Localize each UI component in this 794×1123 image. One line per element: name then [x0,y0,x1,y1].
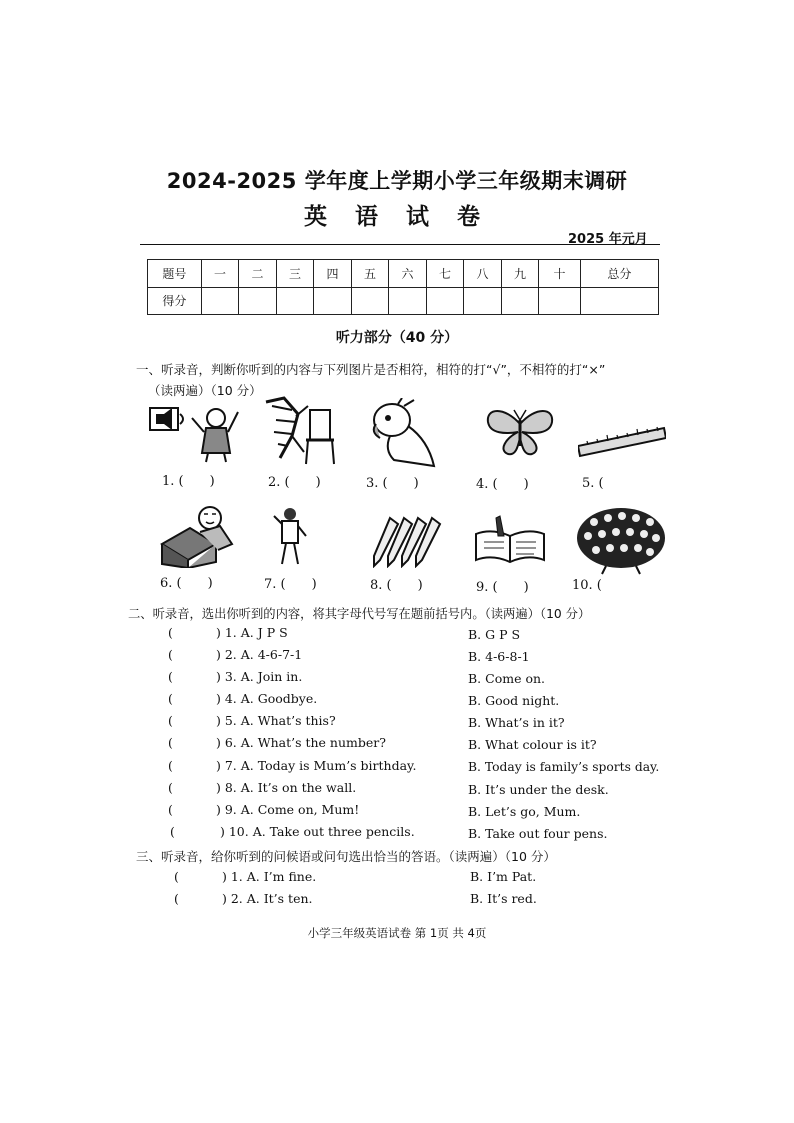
option-a: ) 8. A. It’s on the wall. [216,780,357,795]
option-b: B. What colour is it? [468,737,597,752]
answer-blank[interactable]: ( [168,802,173,817]
option-b: B. It’s under the desk. [468,782,609,797]
answer-blank[interactable]: ( [168,647,173,662]
answer-blank[interactable]: ( [174,869,179,884]
picture-answer-9[interactable]: 9. ( ) [476,580,529,595]
answer-blank[interactable]: ( [170,824,175,839]
score-input-cell [239,287,277,315]
ruler-icon [578,424,666,458]
option-b: B. I’m Pat. [470,869,537,884]
exam-date: 2025 年元月 [568,232,648,247]
option-a: ) 9. A. Come on, Mum! [216,802,360,817]
score-cell: 五 [351,260,389,288]
option-a: ) 4. A. Goodbye. [216,691,318,706]
score-table [147,259,659,315]
score-input-cell [539,287,581,315]
score-cell: 一 [201,260,239,288]
option-b: B. Let’s go, Mum. [468,804,581,819]
option-a: ) 2. A. It’s ten. [222,891,313,906]
pencils-icon [372,514,446,568]
score-cell: 六 [389,260,427,288]
option-a: ) 1. A. J P S [216,625,288,640]
picture-answer-3[interactable]: 3. ( ) [366,476,419,491]
picture-answer-2[interactable]: 2. ( ) [268,475,321,490]
picture-answer-6[interactable]: 6. ( ) [160,576,213,591]
page-footer: 小学三年级英语试卷 第 1页 共 4页 [307,926,487,940]
option-a: ) 2. A. 4-6-7-1 [216,647,303,662]
score-input-cell [501,287,539,315]
picture-answer-5[interactable]: 5. ( [582,476,604,491]
option-a: ) 5. A. What’s this? [216,713,336,728]
tiger-chair-icon [262,396,340,466]
score-input-cell [464,287,502,315]
option-b: B. What’s in it? [468,715,565,730]
score-cell: 总分 [580,260,658,288]
score-cell: 二 [239,260,277,288]
score-table-score-row [148,287,659,315]
option-a: ) 3. A. Join in. [216,669,303,684]
answer-blank[interactable]: ( [174,891,179,906]
exam-title: 2024-2025 学年度上学期小学三年级期末调研 [166,169,628,193]
answer-blank[interactable]: ( [168,625,173,640]
score-input-cell [580,287,658,315]
section2-instruction: 二、听录音，选出你听到的内容，将其字母代号写在题前括号内。（读两遍）（10 分） [128,607,591,621]
book-icon [472,514,548,566]
score-cell: 三 [276,260,314,288]
option-b: B. 4-6-8-1 [468,649,530,664]
option-b: B. Today is family’s sports day. [468,760,660,774]
score-cell: 八 [464,260,502,288]
score-cell: 四 [314,260,352,288]
picture-answer-8[interactable]: 8. ( ) [370,578,423,593]
option-a: ) 10. A. Take out three pencils. [220,824,415,839]
answer-blank[interactable]: ( [168,669,173,684]
score-cell: 七 [426,260,464,288]
answer-blank[interactable]: ( [168,691,173,706]
option-a: ) 1. A. I’m fine. [222,869,317,884]
butterfly-icon [484,406,556,458]
option-b: B. Good night. [468,693,560,708]
answer-blank[interactable]: ( [168,713,173,728]
section3-instruction: 三、听录音，给你听到的问候语或问句选出恰当的答语。（读两遍）（10 分） [136,849,556,864]
tiger-desk-icon [160,504,236,568]
speaker-character-icon [148,398,240,464]
score-table-header-row [148,260,659,288]
picture-answer-4[interactable]: 4. ( ) [476,477,529,492]
exam-subject: 英 语 试 卷 [303,203,491,230]
option-a: ) 7. A. Today is Mum’s birthday. [216,758,417,773]
score-input-cell [201,287,239,315]
option-b: B. Come on. [468,671,545,686]
score-input-cell [314,287,352,315]
section1-note: （读两遍）（10 分） [148,383,262,398]
score-input-cell [351,287,389,315]
score-cell: 九 [501,260,539,288]
boy-icon [272,506,312,570]
picture-answer-10[interactable]: 10. ( [572,578,602,593]
listening-title: 听力部分（40 分） [335,330,459,346]
option-b: B. Take out four pens. [468,826,608,841]
answer-blank[interactable]: ( [168,780,173,795]
picture-answer-7[interactable]: 7. ( ) [264,577,317,592]
option-b: B. It’s red. [470,891,537,906]
answer-blank[interactable]: ( [168,735,173,750]
score-cell: 题号 [148,260,202,288]
score-input-cell [389,287,427,315]
option-b: B. G P S [468,627,521,642]
picture-answer-1[interactable]: 1. ( ) [162,474,215,489]
header-rule [140,244,660,245]
score-cell: 得分 [148,287,202,315]
answer-blank[interactable]: ( [168,758,173,773]
score-input-cell [276,287,314,315]
score-input-cell [426,287,464,315]
score-cell: 十 [539,260,581,288]
option-a: ) 6. A. What’s the number? [216,735,386,750]
crowd-icon [576,504,666,576]
section1-instruction: 一、听录音，判断你听到的内容与下列图片是否相符，相符的打“√”，不相符的打“×” [136,362,606,377]
parrot-icon [364,398,440,468]
